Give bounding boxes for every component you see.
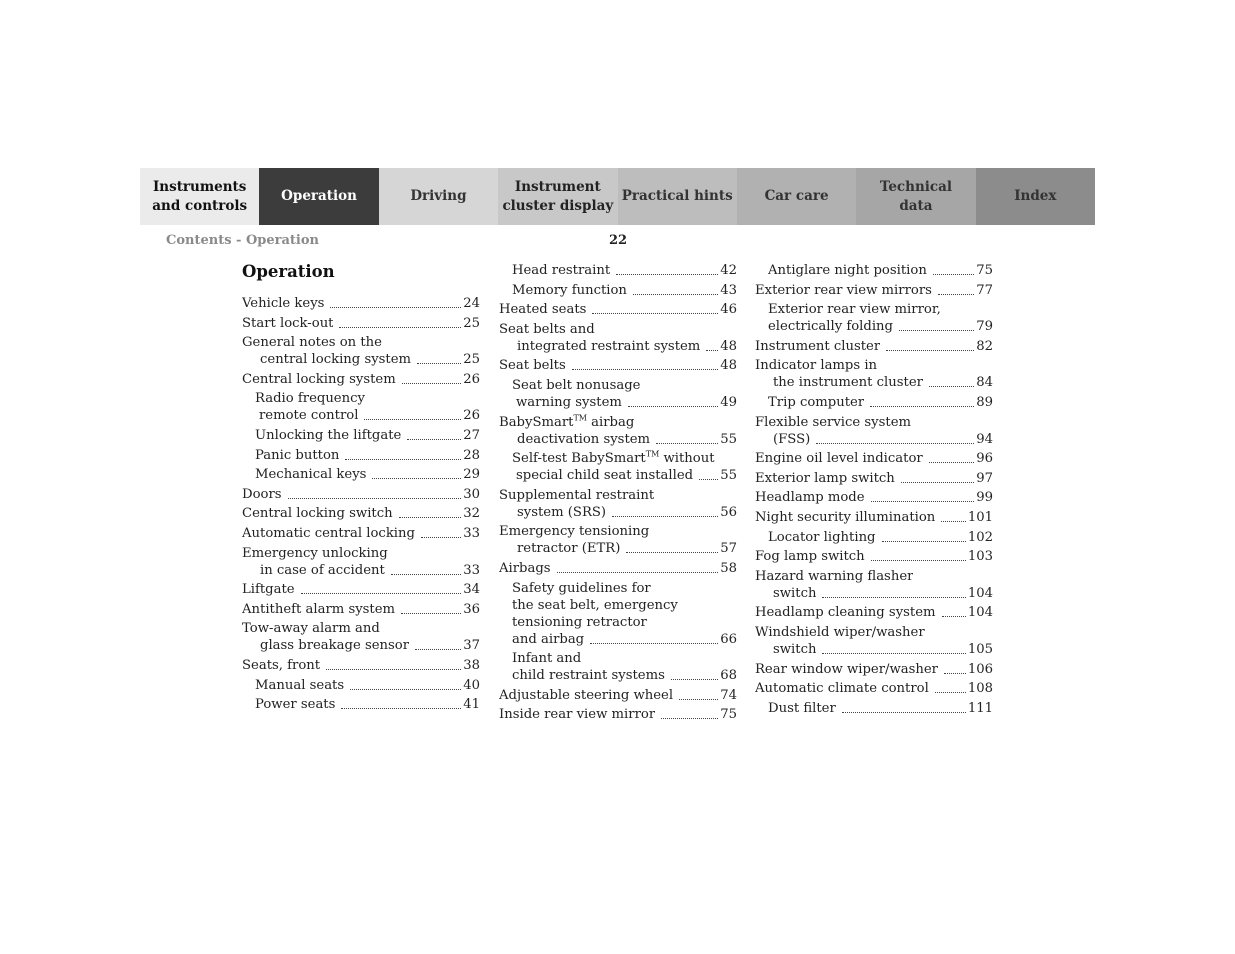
tab-technical-data[interactable]: Technical data: [856, 168, 975, 225]
leader-dots: [661, 718, 718, 719]
toc-entry-text: Vehicle keys: [242, 296, 325, 311]
toc-entry-text: Emergency unlocking: [242, 545, 388, 561]
leader-dots: [326, 669, 461, 670]
toc-page-number: 27: [463, 427, 480, 443]
toc-entry[interactable]: [499, 377, 737, 411]
toc-entry[interactable]: [755, 338, 993, 355]
toc-entry[interactable]: [755, 394, 993, 411]
toc-page-number: 105: [967, 641, 993, 657]
toc-entry[interactable]: [755, 301, 993, 335]
leader-dots: [391, 574, 461, 575]
toc-entry-text: Engine oil level indicator: [755, 451, 923, 467]
toc-page-number: 34: [463, 582, 480, 598]
toc-entry-text: Headlamp cleaning system: [755, 605, 936, 621]
toc-entry-text: Memory function: [512, 282, 627, 298]
leader-dots: [929, 462, 975, 463]
toc-entry[interactable]: [755, 680, 993, 697]
toc-entry[interactable]: [242, 486, 480, 503]
toc-entry-text: Unlocking the liftgate: [255, 427, 402, 443]
toc-entry-text: switch: [773, 641, 817, 657]
toc-page-number: 43: [720, 282, 737, 298]
toc-entry[interactable]: [499, 650, 737, 684]
toc-page-number: 57: [720, 541, 737, 557]
leader-dots: [557, 572, 719, 573]
leader-dots: [407, 439, 461, 440]
leader-dots: [671, 679, 718, 680]
leader-dots: [929, 386, 974, 387]
toc-entry[interactable]: [242, 677, 480, 694]
toc-entry-text: deactivation system: [517, 431, 651, 447]
toc-entry[interactable]: [242, 581, 480, 598]
leader-dots: [330, 307, 461, 308]
leader-dots: [656, 443, 718, 444]
toc-entry-text: Adjustable steering wheel: [499, 687, 674, 703]
leader-dots: [345, 459, 461, 460]
toc-entry-text: Seat belts: [499, 358, 566, 374]
toc-entry-text: Locator lighting: [768, 529, 876, 545]
tab-car-care[interactable]: Car care: [737, 168, 856, 225]
toc-column-1: [242, 295, 480, 713]
toc-entry[interactable]: [242, 390, 480, 424]
toc-entry[interactable]: [499, 414, 737, 448]
toc-entry[interactable]: [499, 357, 737, 374]
leader-dots: [628, 406, 718, 407]
leader-dots: [901, 482, 974, 483]
toc-page-number: 46: [720, 302, 737, 318]
toc-page-number: 26: [463, 371, 480, 387]
toc-page-number: 29: [463, 467, 480, 483]
toc-entry-text: Central locking system: [242, 371, 396, 387]
toc-entry[interactable]: [755, 450, 993, 467]
leader-dots: [944, 673, 966, 674]
toc-entry-text: Trip computer: [768, 394, 865, 410]
toc-entry-text: Inside rear view mirror: [499, 707, 656, 723]
toc-entry[interactable]: [499, 523, 737, 557]
toc-entry-text: Start lock-out: [242, 315, 334, 331]
toc-entry[interactable]: [242, 657, 480, 674]
leader-dots: [301, 593, 462, 594]
toc-entry-text: Tow-away alarm and: [242, 621, 380, 637]
toc-entry[interactable]: [499, 262, 737, 279]
toc-page-number: 82: [976, 338, 993, 354]
toc-page-number: 30: [463, 486, 480, 502]
toc-entry-text: tensioning retractor: [512, 614, 647, 630]
toc-entry-text: Head restraint: [512, 263, 611, 278]
toc-page-number: 56: [720, 504, 737, 520]
toc-entry-text: Automatic climate control: [755, 681, 929, 697]
toc-page-number: 104: [967, 585, 993, 601]
toc-entry-text: the seat belt, emergency: [512, 597, 678, 613]
toc-entry-text: Instrument cluster: [755, 338, 881, 354]
toc-entry-text: Heated seats: [499, 302, 587, 318]
toc-entry-text: special child seat installed: [516, 468, 694, 484]
toc-page-number: 103: [967, 549, 993, 565]
toc-page-number: 111: [967, 700, 993, 716]
tab-index[interactable]: Index: [976, 168, 1095, 225]
toc-entry[interactable]: [755, 529, 993, 546]
toc-entry-text: system (SRS): [517, 504, 607, 520]
toc-page-number: 48: [720, 358, 737, 374]
toc-page-number: 106: [967, 661, 993, 677]
toc-entry-text: Night security illumination: [755, 509, 936, 525]
toc-entry-text: Windshield wiper/washer: [755, 624, 925, 640]
toc-entry[interactable]: [499, 301, 737, 318]
toc-entry-text: Seat belt nonusage: [512, 377, 641, 393]
toc-entry[interactable]: [755, 262, 993, 279]
leader-dots: [572, 369, 718, 370]
toc-entry-text: Supplemental restraint: [499, 487, 655, 503]
toc-page-number: 79: [976, 319, 993, 335]
tab-driving[interactable]: Driving: [379, 168, 498, 225]
toc-entry-text: Doors: [242, 486, 282, 502]
page-number: 22: [609, 233, 628, 248]
toc-column-2: [499, 262, 737, 723]
leader-dots: [942, 616, 966, 617]
toc-entry-text: child restraint systems: [512, 668, 665, 684]
leader-dots: [401, 613, 461, 614]
toc-entry[interactable]: [242, 466, 480, 483]
toc-page-number: 26: [463, 408, 480, 424]
toc-entry-text: the instrument cluster: [773, 375, 923, 391]
toc-entry[interactable]: [755, 604, 993, 621]
tab-instrument-cluster-display[interactable]: Instrument cluster display: [498, 168, 617, 225]
leader-dots: [706, 350, 718, 351]
toc-entry[interactable]: [242, 295, 480, 312]
toc-page-number: 77: [976, 282, 993, 298]
toc-entry[interactable]: [499, 487, 737, 521]
toc-page-number: 96: [976, 451, 993, 467]
toc-entry-text: Seat belts and: [499, 321, 595, 337]
toc-entry-text: switch: [773, 585, 817, 601]
leader-dots: [288, 498, 462, 499]
toc-entry[interactable]: [755, 282, 993, 299]
toc-page-number: 36: [463, 601, 480, 617]
toc-entry[interactable]: [755, 414, 993, 448]
toc-entry-text: Dust filter: [768, 700, 836, 716]
toc-entry-text: Power seats: [255, 697, 336, 713]
toc-entry[interactable]: [242, 601, 480, 618]
leader-dots: [626, 552, 718, 553]
toc-entry[interactable]: [242, 371, 480, 388]
toc-entry[interactable]: [242, 545, 480, 579]
toc-page-number: 75: [720, 707, 737, 723]
leader-dots: [899, 330, 974, 331]
toc-entry[interactable]: [242, 696, 480, 713]
toc-entry[interactable]: [242, 620, 480, 654]
leader-dots: [339, 327, 461, 328]
toc-entry[interactable]: [755, 568, 993, 602]
toc-page-number: 48: [720, 338, 737, 354]
toc-entry[interactable]: [755, 357, 993, 391]
leader-dots: [372, 478, 461, 479]
toc-entry-text: electrically folding: [768, 319, 893, 335]
toc-entry-text: General notes on the: [242, 335, 382, 351]
toc-page-number: 55: [720, 431, 737, 447]
leader-dots: [421, 537, 461, 538]
toc-page-number: 28: [463, 447, 480, 463]
toc-entry-text: Manual seats: [255, 677, 345, 693]
toc-entry-text: Flexible service system: [755, 414, 912, 430]
leader-dots: [871, 560, 966, 561]
toc-page-number: 49: [720, 394, 737, 410]
toc-entry[interactable]: [755, 509, 993, 526]
toc-page-number: 99: [976, 490, 993, 506]
leader-dots: [590, 643, 718, 644]
leader-dots: [616, 274, 718, 275]
toc-entry-text: (FSS): [773, 431, 811, 447]
leader-dots: [870, 406, 974, 407]
leader-dots: [417, 363, 461, 364]
toc-entry-text: Exterior lamp switch: [755, 470, 895, 486]
toc-entry[interactable]: [499, 706, 737, 723]
toc-entry-text: Mechanical keys: [255, 467, 367, 483]
breadcrumb: Contents - Operation: [166, 233, 319, 248]
toc-entry-text: Antiglare night position: [768, 263, 927, 278]
leader-dots: [882, 541, 966, 542]
leader-dots: [822, 597, 965, 598]
leader-dots: [399, 517, 462, 518]
leader-dots: [364, 419, 461, 420]
tab-practical-hints[interactable]: Practical hints: [618, 168, 737, 225]
toc-entry-text: Exterior rear view mirror,: [768, 302, 941, 318]
leader-dots: [350, 689, 461, 690]
tab-operation[interactable]: Operation: [259, 168, 378, 225]
toc-entry-text: Automatic central locking: [242, 525, 415, 541]
toc-entry-text: Infant and: [512, 651, 582, 667]
toc-entry[interactable]: [242, 505, 480, 522]
toc-page-number: 74: [720, 687, 737, 703]
toc-entry-text: Liftgate: [242, 582, 295, 598]
toc-entry-text: retractor (ETR): [517, 541, 621, 557]
toc-page-number: 104: [967, 605, 993, 621]
toc-page-number: 102: [967, 529, 993, 545]
toc-entry-text: warning system: [516, 394, 622, 410]
toc-page-number: 33: [463, 525, 480, 541]
tab-instruments-and-controls[interactable]: Instruments and controls: [140, 168, 259, 225]
toc-page-number: 55: [720, 468, 737, 484]
toc-page-number: 25: [463, 315, 480, 331]
leader-dots: [822, 653, 965, 654]
leader-dots: [679, 699, 718, 700]
toc-entry[interactable]: [499, 560, 737, 577]
toc-page-number: 25: [463, 352, 480, 368]
toc-entry[interactable]: [755, 700, 993, 717]
toc-entry[interactable]: [242, 525, 480, 542]
toc-entry[interactable]: [755, 624, 993, 658]
toc-entry-text: glass breakage sensor: [260, 638, 410, 654]
leader-dots: [886, 350, 974, 351]
toc-page-number: 94: [976, 431, 993, 447]
toc-page-number: 97: [976, 470, 993, 486]
toc-entry[interactable]: [499, 450, 737, 484]
leader-dots: [938, 294, 974, 295]
leader-dots: [592, 313, 718, 314]
leader-dots: [415, 649, 461, 650]
toc-page-number: 108: [967, 681, 993, 697]
leader-dots: [612, 516, 718, 517]
toc-entry-text: Hazard warning flasher: [755, 568, 914, 584]
leader-dots: [935, 692, 966, 693]
toc-page-number: 37: [463, 638, 480, 654]
toc-entry[interactable]: [755, 548, 993, 565]
toc-entry-text: Radio frequency: [255, 391, 365, 407]
toc-page-number: 66: [720, 631, 737, 647]
toc-entry[interactable]: [242, 334, 480, 368]
toc-entry-text: Fog lamp switch: [755, 549, 865, 565]
toc-entry[interactable]: [499, 580, 737, 648]
toc-page-number: 58: [720, 560, 737, 576]
toc-page-number: 42: [720, 263, 737, 278]
toc-page-number: 40: [463, 677, 480, 693]
toc-entry-text: Emergency tensioning: [499, 524, 650, 540]
toc-entry-text: Central locking switch: [242, 506, 393, 522]
toc-entry[interactable]: [755, 470, 993, 487]
toc-page-number: 75: [976, 263, 993, 278]
toc-page-number: 33: [463, 562, 480, 578]
leader-dots: [699, 479, 718, 480]
toc-entry-text: integrated restraint system: [517, 338, 701, 354]
toc-entry-text: Airbags: [499, 560, 551, 576]
toc-entry-text: Panic button: [255, 447, 340, 463]
leader-dots: [816, 443, 974, 444]
toc-entry[interactable]: [499, 282, 737, 299]
toc-entry-text: BabySmart™ airbag: [499, 413, 635, 430]
toc-entry[interactable]: [242, 447, 480, 464]
toc-page-number: 101: [967, 509, 993, 525]
toc-entry[interactable]: [499, 687, 737, 704]
toc-entry-text: Self-test BabySmart™ without: [512, 450, 715, 467]
toc-entry-text: central locking system: [260, 352, 412, 368]
leader-dots: [933, 274, 974, 275]
toc-entry-text: Exterior rear view mirrors: [755, 282, 932, 298]
toc-page-number: 68: [720, 668, 737, 684]
toc-page-number: 38: [463, 657, 480, 673]
toc-page-number: 89: [976, 394, 993, 410]
leader-dots: [341, 708, 461, 709]
toc-entry[interactable]: [755, 661, 993, 678]
toc-column-3: [755, 262, 993, 717]
leader-dots: [871, 501, 975, 502]
leader-dots: [941, 521, 966, 522]
toc-entry[interactable]: [499, 321, 737, 355]
leader-dots: [402, 383, 461, 384]
toc-entry-text: Rear window wiper/washer: [755, 661, 938, 677]
leader-dots: [842, 712, 966, 713]
toc-entry-text: Indicator lamps in: [755, 358, 878, 374]
toc-entry-text: and airbag: [512, 631, 585, 647]
toc-page-number: 24: [463, 296, 480, 311]
chapter-tab-bar: [140, 168, 1095, 225]
toc-entry-text: Seats, front: [242, 657, 321, 673]
toc-page-number: 41: [463, 697, 480, 713]
toc-entry-text: Antitheft alarm system: [242, 601, 396, 617]
toc-entry-text: remote control: [259, 408, 359, 424]
toc-entry-text: Headlamp mode: [755, 490, 865, 506]
leader-dots: [633, 294, 718, 295]
toc-page-number: 84: [976, 375, 993, 391]
toc-entry-text: in case of accident: [260, 562, 385, 578]
section-title: Operation: [242, 262, 335, 281]
toc-page-number: 32: [463, 506, 480, 522]
toc-entry-text: Safety guidelines for: [512, 580, 651, 596]
toc-entry[interactable]: [242, 427, 480, 444]
toc-entry[interactable]: [755, 489, 993, 506]
toc-entry[interactable]: [242, 315, 480, 332]
